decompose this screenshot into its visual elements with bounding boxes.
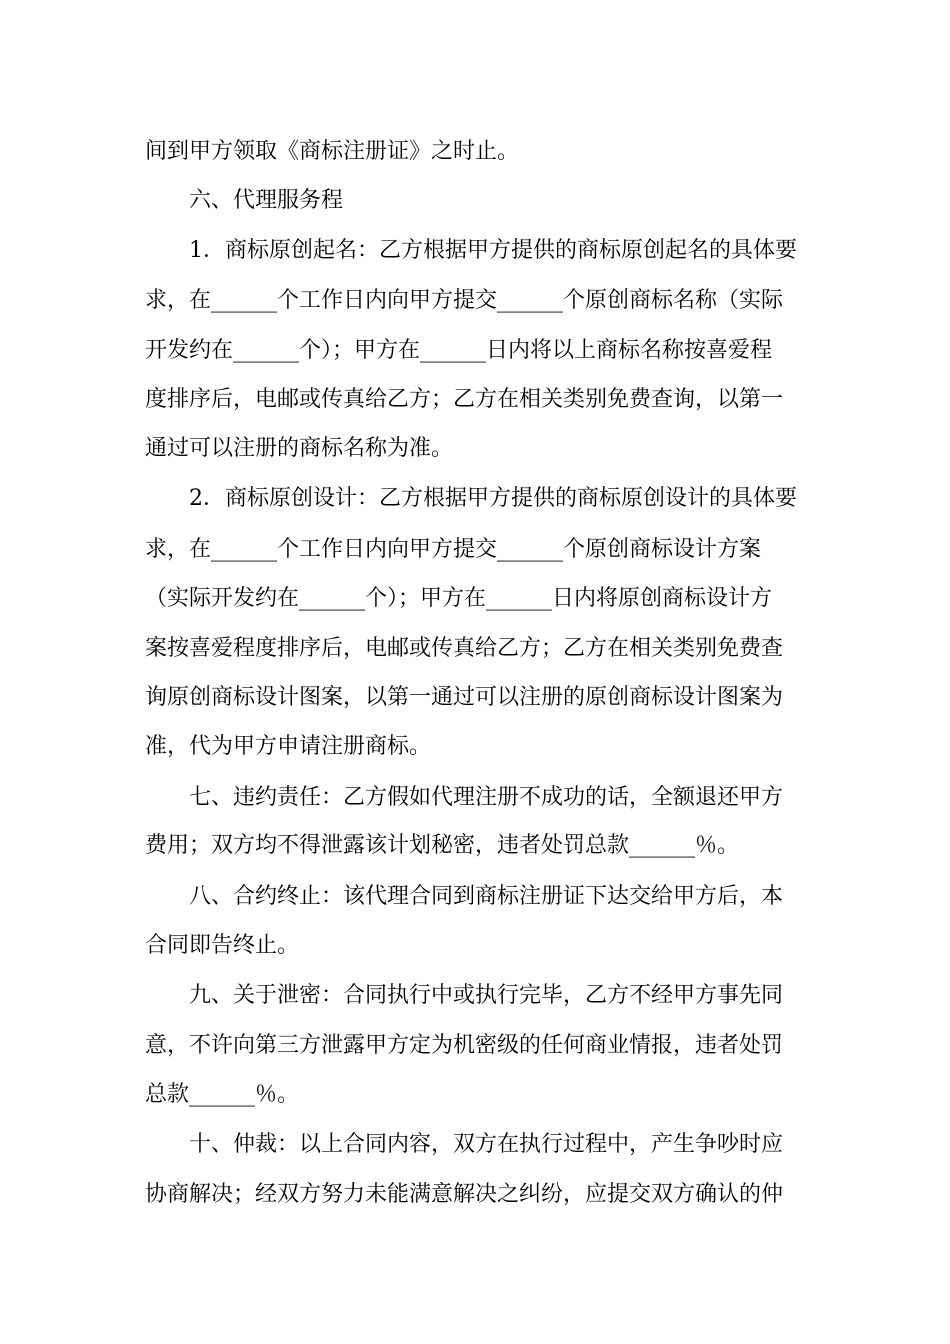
text-line: 费用；双方均不得泄露该计划秘密，违者处罚总款______％。 bbox=[145, 833, 740, 858]
text-line: 八、合约终止：该代理合同到商标注册证下达交给甲方后，本 bbox=[189, 884, 784, 909]
text-line: 2．商标原创设计：乙方根据甲方提供的商标原创设计的具体要 bbox=[189, 486, 797, 511]
text-line: 案按喜爱程度排序后，电邮或传真给乙方；乙方在相关类别免费查 bbox=[145, 636, 784, 661]
text-line: （实际开发约在______个）；甲方在______日内将原创商标设计方 bbox=[145, 586, 773, 611]
text-line: 询原创商标设计图案，以第一通过可以注册的原创商标设计图案为 bbox=[145, 685, 784, 710]
text-line: 准，代为甲方申请注册商标。 bbox=[145, 734, 432, 759]
text-line: 通过可以注册的商标名称为准。 bbox=[145, 436, 454, 461]
text-line: 间到甲方领取《商标注册证》之时止。 bbox=[145, 139, 520, 164]
text-line: 开发约在______个）；甲方在______日内将以上商标名称按喜爱程 bbox=[145, 338, 773, 363]
text-line: 十、仲裁：以上合同内容，双方在执行过程中，产生争吵时应 bbox=[189, 1132, 784, 1157]
text-line: 总款______％。 bbox=[145, 1082, 300, 1107]
text-line: 求，在______个工作日内向甲方提交______个原创商标名称（实际 bbox=[145, 288, 784, 313]
text-line: 协商解决；经双方努力未能满意解决之纠纷，应提交双方确认的仲 bbox=[145, 1182, 784, 1207]
text-line: 意，不许向第三方泄露甲方定为机密级的任何商业情报，违者处罚 bbox=[145, 1033, 784, 1058]
text-line: 七、违约责任：乙方假如代理注册不成功的话，全额退还甲方 bbox=[189, 785, 784, 810]
section-heading: 六、代理服务程 bbox=[189, 188, 344, 213]
text-line: 合同即告终止。 bbox=[145, 933, 300, 958]
text-line: 度排序后，电邮或传真给乙方；乙方在相关类别免费查询，以第一 bbox=[145, 387, 784, 412]
text-line: 求，在______个工作日内向甲方提交______个原创商标设计方案 bbox=[145, 537, 762, 562]
text-line: 九、关于泄密：合同执行中或执行完毕，乙方不经甲方事先同 bbox=[189, 983, 784, 1008]
text-line: 1．商标原创起名：乙方根据甲方提供的商标原创起名的具体要 bbox=[189, 238, 797, 263]
